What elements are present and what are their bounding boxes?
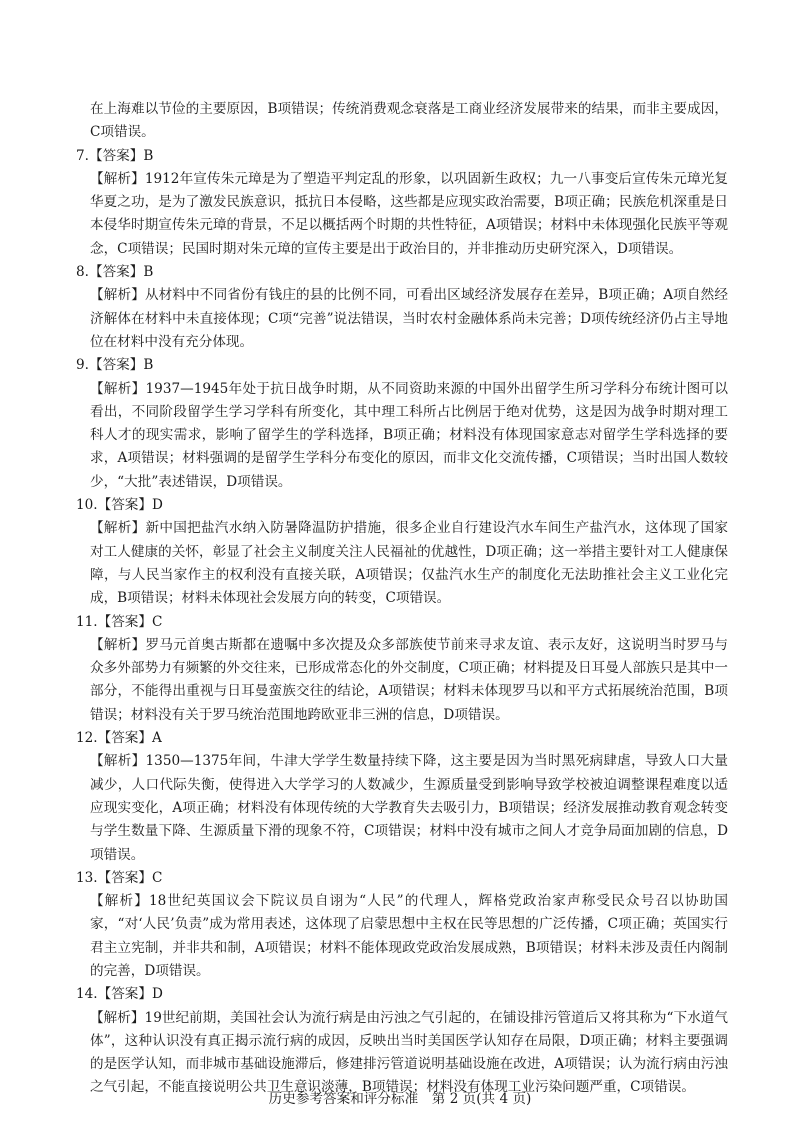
analysis-paragraph: 【解析】19世纪前期，美国社会认为流行病是由污浊之气引起的，在铺设排污管道后又将其称为“下水道气体”，这种认识没有真正揭示流行病的成因，反映出当时美国医学认知存在局限，D项正确；材料主要强调的是医学认知，而非城市基础设施滞后，修建排污管道说明基础设施在改进，A项错误；认为流行病由污浊之气引起，不能直接说明公共卫生意识淡薄，B项错误；材料没有体现工业污染问题严重，C项错误。	[90, 1009, 728, 1096]
analysis-paragraph: 【解析】1350—1375年间，牛津大学学生数量持续下降，这主要是因为当时黑死病肆虐，导致人口大量减少，人口代际失衡，使得进入大学学习的人数减少，生源质量受到影响导致学校被迫调整课程难度以适应现实变化，A项正确；材料没有体现传统的大学教育失去吸引力，B项错误；经济发展推动教育观念转变与学生数量下降、生源质量下滑的现象不符，C项错误；材料中没有城市之间人才竞争局面加剧的信息，D项错误。	[90, 753, 728, 863]
question-11	[76, 611, 728, 727]
question-7	[76, 145, 728, 261]
analysis-paragraph: 【解析】罗马元首奥古斯都在遗嘱中多次提及众多部族使节前来寻求友谊、表示友好，这说明当时罗马与众多外部势力有频繁的外交往来，已形成常态化的外交制度，C项正确；材料提及日耳曼人部族只是其中一部分，不能得出重视与日耳曼蛮族交往的结论，A项错误；材料未体现罗马以和平方式拓展统治范围，B项错误；材料没有关于罗马统治范围地跨欧亚非三洲的信息，D项错误。	[90, 636, 728, 723]
intro-paragraph: 在上海难以节俭的主要原因，B项错误；传统消费观念衰落是工商业经济发展带来的结果，而非主要成因，C项错误。	[90, 101, 728, 141]
answer-line: 7.【答案】B	[76, 147, 154, 164]
question-13	[76, 867, 728, 983]
question-8	[76, 261, 728, 354]
answer-line: 13.【答案】C	[76, 869, 163, 886]
answer-line: 12.【答案】A	[76, 730, 162, 747]
answer-line: 8.【答案】B	[76, 264, 154, 281]
answer-line: 9.【答案】B	[76, 357, 154, 374]
analysis-paragraph: 【解析】新中国把盐汽水纳入防暑降温防护措施，很多企业自行建设汽水车间生产盐汽水，这体现了国家对工人健康的关怀，彰显了社会主义制度关注人民福祉的优越性，D项正确；这一举措主要针对工人健康保障，与人民当家作主的权利没有直接关联，A项错误；仅盐汽水生产的制度化无法助推社会主义工业化完成，B项错误；材料未体现社会发展方向的转变，C项错误。	[90, 520, 728, 607]
question-12	[76, 727, 728, 867]
answer-line: 11.【答案】C	[76, 613, 163, 630]
question-10	[76, 494, 728, 610]
analysis-paragraph: 【解析】18世纪英国议会下院议员自诩为“人民”的代理人，辉格党政治家声称受民众号召以协助国家，“对‘人民’负责”成为常用表述，这体现了启蒙思想中主权在民等思想的广泛传播，C项正确；英国实行君主立宪制，并非共和制，A项错误；材料不能体现政党政治发展成熟，B项错误；材料未涉及责任内阁制的完善，D项错误。	[90, 893, 728, 979]
analysis-paragraph: 【解析】从材料中不同省份有钱庄的县的比例不同，可看出区域经济发展存在差异，B项正确；A项自然经济解体在材料中未直接体现；C项“完善”说法错误，当时农村金融体系尚未完善；D项传统经济仍占主导地位在材料中没有充分体现。	[90, 287, 728, 350]
analysis-paragraph: 【解析】1937—1945年处于抗日战争时期，从不同资助来源的中国外出留学生所习学科分布统计图可以看出，不同阶段留学生学习学科有所变化，其中理工科所占比例居于绝对优势，这是因为战争时期对理工科人才的现实需求，影响了留学生的学科选择，B项正确；材料没有体现国家意志对留学生学科选择的要求，A项错误；材料强调的是留学生学科分布变化的原因，而非文化交流传播，C项错误；当时出国人数较少，“大批”表述错误，D项错误。	[90, 380, 728, 490]
answer-line: 14.【答案】D	[76, 986, 163, 1003]
page-footer: 历史参考答案和评分标准 第 2 页(共 4 页)	[268, 1091, 532, 1107]
answer-line: 10.【答案】D	[76, 497, 163, 514]
analysis-paragraph: 【解析】1912年宣传朱元璋是为了塑造平判定乱的形象，以巩固新生政权；九一八事变后宣传朱元璋光复华夏之功，是为了激发民族意识，抵抗日本侵略，这些都是应现实政治需要，B项正确；民族危机深重是日本侵华时期宣传朱元璋的背景，不足以概括两个时期的共性特征，A项错误；材料中未体现强化民族平等观念，C项错误；民国时期对朱元璋的宣传主要是出于政治目的，并非推动历史研究深入，D项错误。	[90, 170, 728, 257]
question-9	[76, 354, 728, 494]
question-14	[76, 983, 728, 1099]
